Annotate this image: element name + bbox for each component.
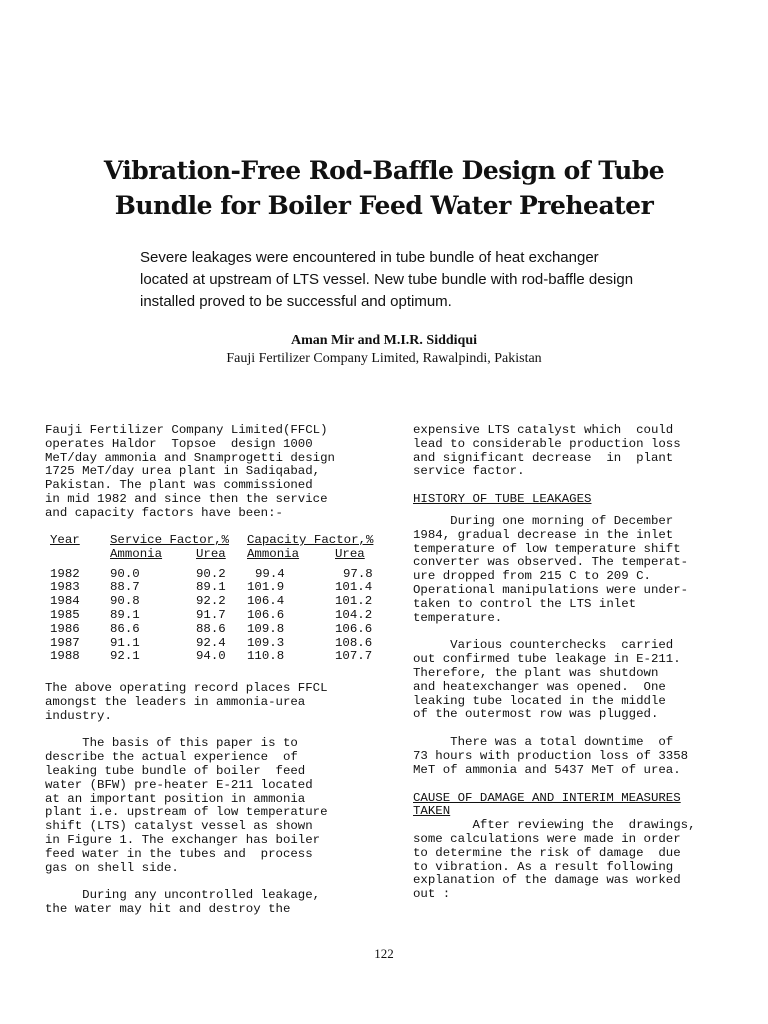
cause-heading-line-2: TAKEN <box>413 804 451 819</box>
table-row <box>45 609 390 623</box>
leakage-paragraph: During any uncontrolled leakage, the water may hit and destroy the <box>45 888 321 917</box>
table-cell: 88.6 <box>196 621 226 636</box>
affiliation: Fauji Fertilizer Company Limited, Rawalpindi, Pakistan <box>226 351 542 366</box>
table-cell: 89.1 <box>196 580 226 595</box>
table-cell: 99.4 <box>255 566 285 581</box>
table-cell: 108.6 <box>335 635 373 650</box>
history-heading: HISTORY OF TUBE LEAKAGES <box>413 492 592 507</box>
table-body <box>45 568 390 665</box>
table-row <box>45 637 390 651</box>
table-cell: 92.4 <box>196 635 226 650</box>
table-cell: 1982 <box>50 566 80 581</box>
table-cell: 94.0 <box>196 649 226 664</box>
history-paragraph: During one morning of December 1984, gradual decrease in the inlet temperature of low temperature shift converter was observed. The temperat- ure dropped from 215 C to 209 C. Operational manipulations were under- taken to control the LTS inlet temperature. <box>413 513 689 625</box>
left-column <box>45 424 390 521</box>
table-cell: 109.8 <box>247 621 285 636</box>
header-capacity-factor: Capacity Factor,% <box>247 533 374 547</box>
right-column <box>413 424 743 902</box>
table-cell: 1988 <box>50 649 80 664</box>
table-row <box>45 581 390 595</box>
checks-paragraph: Various counterchecks carried out confirmed tube leakage in E-211. Therefore, the plant was shutdown and heatexchanger was opened. One leaking tube located in the middle of the outermost row was plugged. <box>413 638 681 722</box>
header-ammonia-capacity: Ammonia <box>247 546 300 561</box>
basis-paragraph: The basis of this paper is to describe the actual experience of leaking tube bundle of boiler feed water (BFW) pre-heater E-211 located at an important position in ammonia plant i.e. upstream of low temperature shift (LTS) catalyst vessel as shown in Figure 1. The exchanger has boiler feed water in the tubes and process gas on shell side. <box>45 736 328 875</box>
header-urea-capacity: Urea <box>335 546 365 561</box>
table-subheader-row <box>45 548 390 562</box>
continuation-paragraph: expensive LTS catalyst which could lead to considerable production loss and significant decrease in plant service factor. <box>413 423 681 479</box>
table-row <box>45 568 390 582</box>
table-cell: 110.8 <box>247 649 285 664</box>
table-header-row <box>45 534 390 548</box>
table-cell: 90.8 <box>110 594 140 609</box>
table-cell: 106.4 <box>247 594 285 609</box>
table-cell: 1987 <box>50 635 80 650</box>
table-cell: 1984 <box>50 594 80 609</box>
abstract: Severe leakages were encountered in tube bundle of heat exchanger located at upstream of LTS vessel. New tube bundle with rod-baffle design installed proved to be successful and optimum. <box>140 249 634 310</box>
table-cell: 101.2 <box>335 594 373 609</box>
table-cell: 1986 <box>50 621 80 636</box>
table-cell: 107.7 <box>335 649 373 664</box>
left-column-lower <box>45 682 390 917</box>
table-cell: 101.4 <box>335 580 373 595</box>
table-cell: 90.0 <box>110 566 140 581</box>
table-cell: 91.1 <box>110 635 140 650</box>
table-cell: 1983 <box>50 580 80 595</box>
table-row <box>45 595 390 609</box>
table-cell: 88.7 <box>110 580 140 595</box>
table-cell: 1985 <box>50 607 80 622</box>
table-cell: 89.1 <box>110 607 140 622</box>
table-row <box>45 623 390 637</box>
header-ammonia-service: Ammonia <box>110 546 163 561</box>
table-cell: 90.2 <box>196 566 226 581</box>
table-cell: 92.2 <box>196 594 226 609</box>
table-cell: 106.6 <box>247 607 285 622</box>
paper-title: Vibration-Free Rod-Baffle Design of Tube Bundle for Boiler Feed Water Preheater <box>103 156 665 220</box>
downtime-paragraph: There was a total downtime of 73 hours with production loss of 3358 MeT of ammonia and 5437 MeT of urea. <box>413 735 689 777</box>
table-cell: 92.1 <box>110 649 140 664</box>
authors: Aman Mir and M.I.R. Siddiqui <box>290 333 478 348</box>
table-cell: 101.9 <box>247 580 285 595</box>
table-cell: 106.6 <box>335 621 373 636</box>
page-number: 122 <box>374 946 394 961</box>
cause-heading-line-1: CAUSE OF DAMAGE AND INTERIM MEASURES <box>413 790 681 805</box>
table-cell: 97.8 <box>343 566 373 581</box>
header-year: Year <box>50 533 80 547</box>
header-service-factor: Service Factor,% <box>110 533 229 547</box>
table-cell: 91.7 <box>196 607 226 622</box>
cause-paragraph: After reviewing the drawings, some calculations were made in order to determine the risk of damage due to vibration. As a result following explanation of the damage was worked out : <box>413 818 696 902</box>
intro-paragraph: Fauji Fertilizer Company Limited(FFCL) operates Haldor Topsoe design 1000 MeT/day ammonia and Snamprogetti design 1725 MeT/day urea plant in Sadiqabad, Pakistan. The plant was commissioned in mid 1982 and since then the service and capacity factors have been:- <box>45 423 335 520</box>
table-cell: 109.3 <box>247 635 285 650</box>
table-cell: 86.6 <box>110 621 140 636</box>
after-table-paragraph: The above operating record places FFCL amongst the leaders in ammonia-urea industry. <box>45 681 328 723</box>
header-urea-service: Urea <box>196 546 226 561</box>
table-row <box>45 650 390 664</box>
table-cell: 104.2 <box>335 607 373 622</box>
operating-record-table <box>45 534 390 664</box>
